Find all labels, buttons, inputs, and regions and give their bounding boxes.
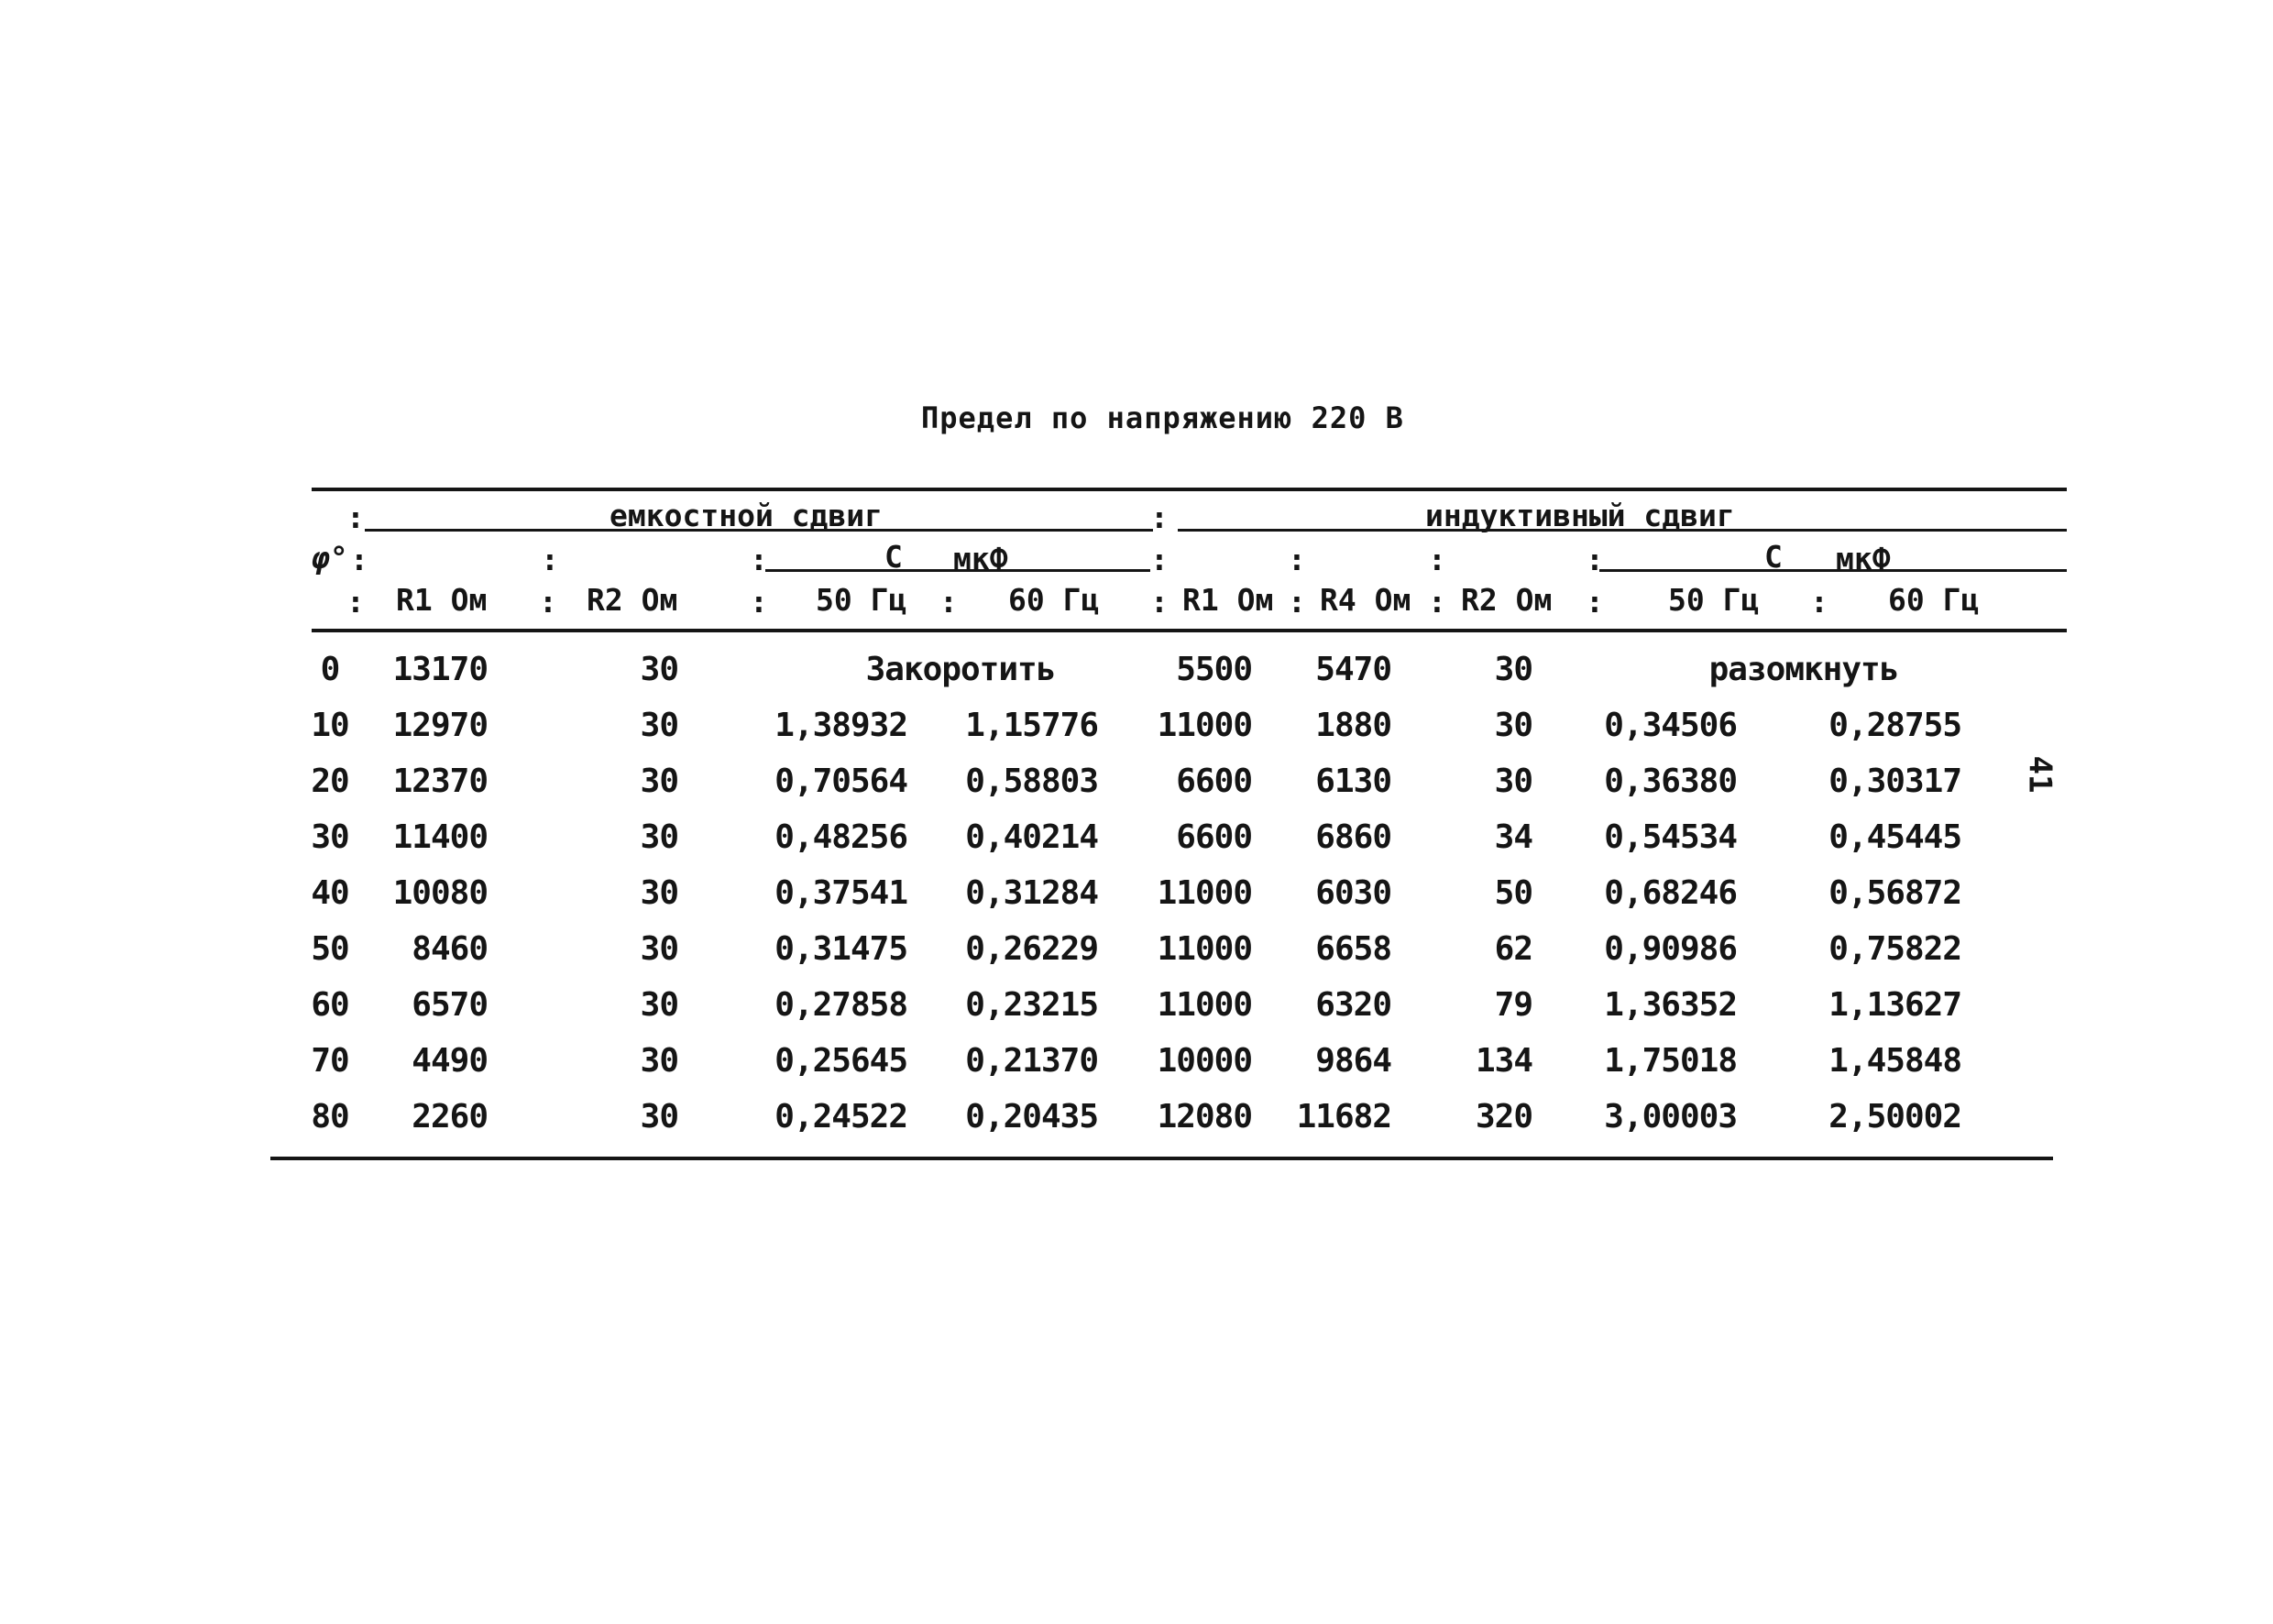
table-cell-phi: 0 [320,651,340,688]
table-cell-ind-60: 0,28755 [1828,707,1961,744]
table-cell-cap-60: 0,26229 [965,930,1098,968]
table-cell-ind-r1: 11000 [1157,874,1252,912]
separator: : [1150,499,1169,535]
table-cell-phi: 40 [311,874,349,912]
table-cell-cap-r1: 6570 [412,986,488,1024]
table-cell-ind-r2: 30 [1494,651,1532,688]
table-cell-phi: 30 [311,818,349,856]
table-cell-ind-r4: 6320 [1315,986,1391,1024]
separator: : [1586,542,1604,577]
table-cell-ind-r1: 11000 [1157,986,1252,1024]
table-cell-ind-60: 1,13627 [1828,986,1961,1024]
table-cell-cap-r2: 30 [640,930,678,968]
table-cell-ind-60: 0,75822 [1828,930,1961,968]
separator: : [1810,584,1828,620]
table-cell-ind-r2: 30 [1494,763,1532,800]
table-cell-cap-r1: 8460 [412,930,488,968]
table-cell-cap-50: 0,31475 [774,930,907,968]
table-cell-ind-r4: 6860 [1315,818,1391,856]
table-cell-ind-r1: 11000 [1157,707,1252,744]
table-cell-ind-r2: 320 [1475,1098,1532,1136]
table-cell-ind-r1: 5500 [1176,651,1252,688]
col-header-ind-60hz: 60 Гц [1888,582,1980,618]
table-cell-ind-r1: 6600 [1176,818,1252,856]
table-cell-ind-r1: 11000 [1157,930,1252,968]
table-cell-ind-50: 3,00003 [1604,1098,1737,1136]
table-cell-cap-50: 0,70564 [774,763,907,800]
page-number: 41 [2021,755,2059,794]
table-cell-ind-r4: 6658 [1315,930,1391,968]
table-cell-cap-50: 0,25645 [774,1042,907,1080]
separator: : [541,542,559,577]
table-cell-ind-r2: 50 [1494,874,1532,912]
table-cell-ind-50: разомкнуть [1708,651,1899,688]
table-cell-cap-50: 0,24522 [774,1098,907,1136]
separator: : [1428,542,1446,577]
separator: : [1288,542,1306,577]
table-cell-cap-50: 0,48256 [774,818,907,856]
separator: : [939,584,958,620]
table-cell-ind-50: 0,36380 [1604,763,1737,800]
separator: : [1586,584,1604,620]
table-cell-ind-r2: 62 [1494,930,1532,968]
ind-c-unit: мкФ [1836,541,1891,576]
separator: : [346,584,365,620]
separator: : [750,584,768,620]
table-cell-ind-r2: 30 [1494,707,1532,744]
table-cell-cap-r1: 12370 [392,763,488,800]
table-cell-ind-50: 1,36352 [1604,986,1737,1024]
table-cell-cap-r2: 30 [640,874,678,912]
separator: : [346,499,365,535]
table-cell-cap-50: Закоротить [865,651,1056,688]
col-header-cap-r2: R2 Ом [587,582,678,618]
header-bottom-rule [312,629,2067,632]
table-cell-ind-60: 2,50002 [1828,1098,1961,1136]
table-cell-ind-50: 0,54534 [1604,818,1737,856]
table-cell-cap-50: 0,27858 [774,986,907,1024]
table-cell-cap-r1: 10080 [392,874,488,912]
phi-header: φ° [312,540,348,576]
table-cell-ind-50: 0,90986 [1604,930,1737,968]
table-cell-phi: 50 [311,930,349,968]
table-cell-ind-50: 0,68246 [1604,874,1737,912]
table-cell-ind-r4: 5470 [1315,651,1391,688]
table-cell-cap-50: 0,37541 [774,874,907,912]
table-cell-ind-r4: 6130 [1315,763,1391,800]
inductive-group-header: индуктивный сдвиг [1425,498,1735,533]
table-cell-ind-r4: 6030 [1315,874,1391,912]
col-header-ind-r2: R2 Ом [1461,582,1553,618]
separator: : [350,542,368,577]
table-cell-ind-50: 0,34506 [1604,707,1737,744]
table-cell-cap-r1: 4490 [412,1042,488,1080]
cap-c-unit: мкФ [953,541,1008,576]
table-cell-cap-r2: 30 [640,818,678,856]
separator: : [750,542,768,577]
table-cell-cap-50: 1,38932 [774,707,907,744]
table-cell-cap-60: 0,21370 [965,1042,1098,1080]
table-cell-ind-60: 0,56872 [1828,874,1961,912]
table-cell-cap-r2: 30 [640,763,678,800]
separator: : [1428,584,1446,620]
table-cell-cap-r2: 30 [640,1042,678,1080]
table-cell-ind-50: 1,75018 [1604,1042,1737,1080]
table-cell-ind-r1: 6600 [1176,763,1252,800]
table-cell-cap-60: 0,58803 [965,763,1098,800]
table-cell-cap-60: 0,20435 [965,1098,1098,1136]
table-cell-cap-60: 1,15776 [965,707,1098,744]
table-cell-ind-60: 1,45848 [1828,1042,1961,1080]
col-header-cap-r1: R1 Ом [396,582,488,618]
table-cell-ind-r2: 79 [1494,986,1532,1024]
table-cell-ind-60: 0,45445 [1828,818,1961,856]
ind-c-unit-rule [1599,569,2067,572]
table-cell-cap-r1: 13170 [392,651,488,688]
table-cell-cap-r2: 30 [640,986,678,1024]
table-top-rule [312,488,2067,491]
table-cell-cap-60: 0,31284 [965,874,1098,912]
separator: : [539,584,557,620]
table-cell-ind-r4: 11682 [1296,1098,1391,1136]
table-cell-cap-r2: 30 [640,707,678,744]
table-cell-ind-r1: 12080 [1157,1098,1252,1136]
separator: : [1288,584,1306,620]
separator: : [1150,542,1169,577]
table-cell-cap-r1: 2260 [412,1098,488,1136]
capacitive-group-header: емкостной сдвиг [609,498,884,533]
col-header-ind-r1: R1 Ом [1182,582,1274,618]
table-cell-cap-r1: 12970 [392,707,488,744]
table-cell-ind-r1: 10000 [1157,1042,1252,1080]
table-cell-phi: 80 [311,1098,349,1136]
table-cell-cap-r2: 30 [640,1098,678,1136]
table-cell-ind-r4: 1880 [1315,707,1391,744]
page-title: Предел по напряжению 220 В [921,401,1404,435]
table-bottom-rule [270,1157,2053,1160]
table-cell-cap-60: 0,23215 [965,986,1098,1024]
table-cell-ind-r2: 134 [1475,1042,1532,1080]
table-cell-phi: 10 [311,707,349,744]
cap-c-symbol: С [884,539,903,575]
col-header-cap-50hz: 50 Гц [816,582,907,618]
col-header-cap-60hz: 60 Гц [1008,582,1100,618]
table-cell-ind-60: 0,30317 [1828,763,1961,800]
table-cell-phi: 20 [311,763,349,800]
table-cell-cap-r1: 11400 [392,818,488,856]
table-cell-phi: 60 [311,986,349,1024]
table-cell-phi: 70 [311,1042,349,1080]
table-cell-ind-r2: 34 [1494,818,1532,856]
col-header-ind-r4: R4 Ом [1320,582,1411,618]
col-header-ind-50hz: 50 Гц [1668,582,1760,618]
table-cell-cap-r2: 30 [640,651,678,688]
table-cell-ind-r4: 9864 [1315,1042,1391,1080]
separator: : [1150,584,1169,620]
ind-c-symbol: С [1764,539,1783,575]
table-cell-cap-60: 0,40214 [965,818,1098,856]
